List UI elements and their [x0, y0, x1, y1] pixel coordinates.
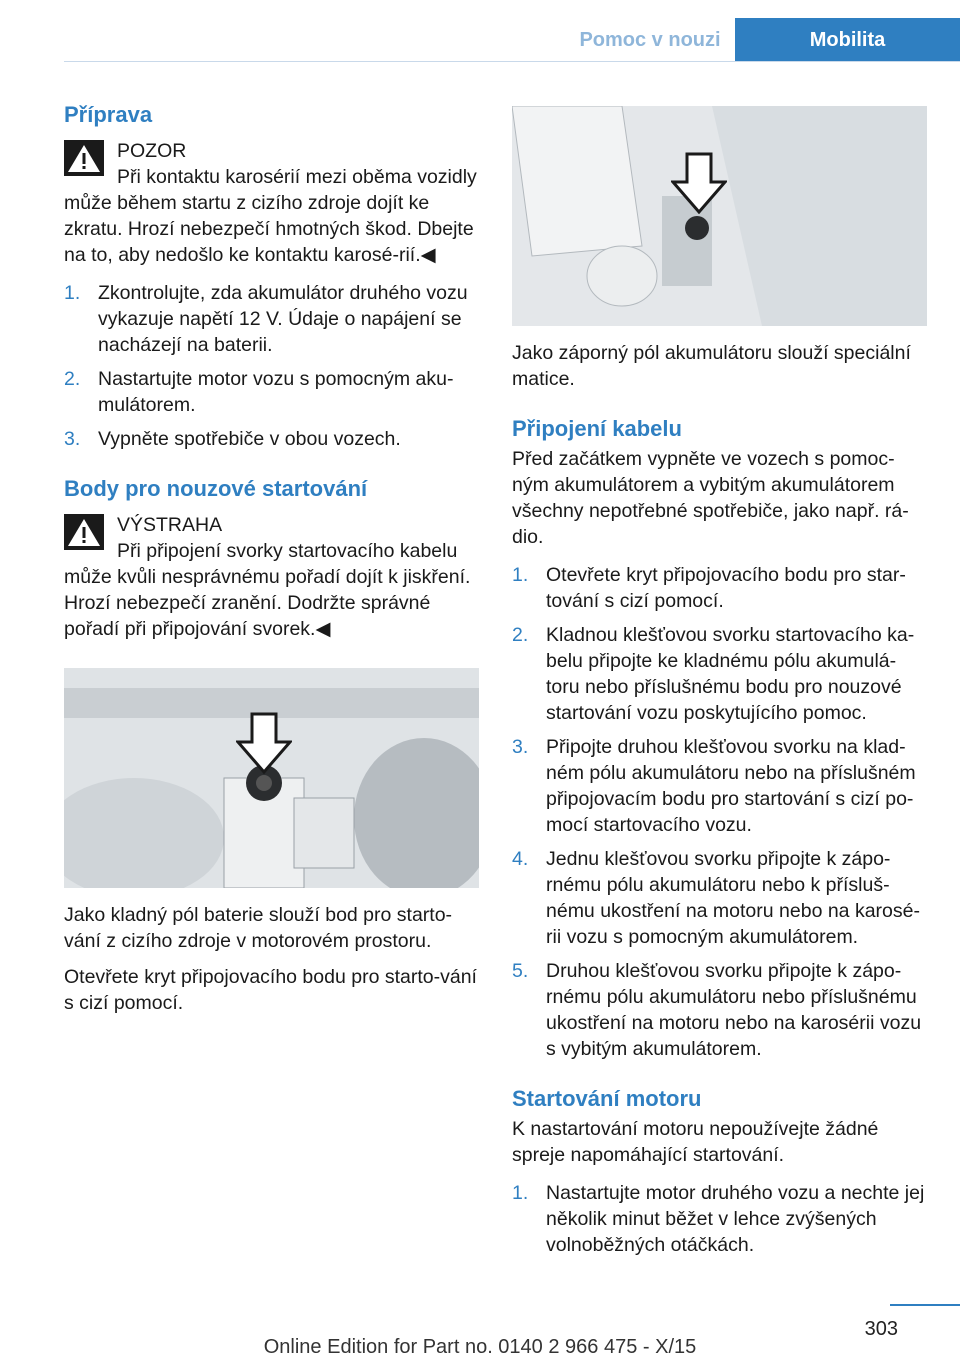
steps-list-pripojeni [512, 562, 927, 1062]
list-item [512, 622, 927, 726]
warning-text: Při připojení svorky startovacího kabelu může kvůli nesprávnému pořadí dojít k jiskření. Hrozí nebezpečí zranění. Dodržte správné pořadí při připojování svorek.◀ [64, 540, 471, 640]
photo-positive-terminal [64, 668, 479, 888]
list-item [512, 846, 927, 950]
list-number: 1. [64, 282, 81, 304]
footer-divider [890, 1304, 960, 1306]
header-tabs [565, 18, 960, 62]
page-number: 303 [864, 1318, 898, 1340]
section-title-priprava: Příprava [64, 102, 153, 127]
warning-triangle-icon [64, 140, 104, 176]
list-text: Připojte druhou klešťovou svorku na klad‐ném pólu akumulátoru nebo na příslušném připojovacím bodu pro startování s cizí po‐mocí startovacího vozu. [546, 736, 916, 836]
steps-list-startovani [512, 1180, 927, 1258]
list-number: 4. [512, 848, 529, 870]
right-column [512, 106, 927, 1266]
warning-text: Při kontaktu karosérií mezi oběma vozidly může během startu z cizího zdroje dojít ke zkratu. Hrozí nebezpečí hmotných škod. Dbejte na to, aby nedošlo ke kontaktu karosé‐rií.◀ [64, 166, 477, 266]
steps-list-priprava [64, 280, 479, 452]
list-item [64, 366, 479, 418]
left-column [64, 100, 479, 1016]
photo-negative-terminal [512, 106, 927, 326]
down-arrow-icon [236, 712, 292, 774]
list-text: Vypněte spotřebiče v obou vozech. [98, 428, 401, 450]
footer-edition: Online Edition for Part no. 0140 2 966 475 - X/15 [263, 1336, 697, 1358]
warning-triangle-icon [64, 514, 104, 550]
list-text: Otevřete kryt připojovacího bodu pro star‐tování s cizí pomocí. [546, 564, 906, 612]
warning-label: POZOR [117, 140, 187, 162]
section-title-body-pro-nouzove-startovani: Body pro nouzové startování [64, 476, 368, 501]
warning-block-vystraha [64, 512, 479, 642]
list-item [512, 734, 927, 838]
warning-label: VÝSTRAHA [117, 514, 223, 536]
list-text: Nastartujte motor vozu s pomocným aku‐mulátorem. [98, 368, 454, 416]
list-text: Druhou klešťovou svorku připojte k zápo‐rnému pólu akumulátoru nebo příslušnému ukostření na motoru nebo na karosérii vozu s vybitým akumulátorem. [546, 960, 922, 1060]
list-text: Kladnou klešťovou svorku startovacího ka‐belu připojte ke kladnému pólu akumulá‐toru nebo příslušnému bodu pro nouzové startování vozu poskytujícího pomoc. [546, 624, 915, 724]
list-number: 5. [512, 960, 529, 982]
list-item [64, 426, 479, 452]
section-title-pripojeni-kabelu: Připojení kabelu [512, 416, 682, 441]
engine-bay-illustration [64, 668, 479, 888]
paragraph: Otevřete kryt připojovacího bodu pro starto‐vání s cizí pomocí. [64, 966, 477, 1014]
engine-detail-illustration [512, 106, 927, 326]
photo-caption: Jako záporný pól akumulátoru slouží speciální matice. [512, 342, 911, 390]
section-title-startovani-motoru: Startování motoru [512, 1086, 702, 1111]
list-item [64, 280, 479, 358]
list-number: 2. [512, 624, 529, 646]
list-text: Zkontrolujte, zda akumulátor druhého vozu vykazuje napětí 12 V. Údaje o napájení se nacházejí na baterii. [98, 282, 468, 356]
paragraph: K nastartování motoru nepoužívejte žádné spreje napomáhající startování. [512, 1118, 879, 1166]
list-number: 3. [512, 736, 529, 758]
down-arrow-icon [671, 152, 727, 214]
photo-caption: Jako kladný pól baterie slouží bod pro starto‐vání z cizího zdroje v motorovém prostoru. [64, 904, 453, 952]
warning-block-pozor [64, 138, 479, 268]
list-item [512, 1180, 927, 1258]
list-number: 3. [64, 428, 81, 450]
list-number: 1. [512, 1182, 529, 1204]
tab-pomoc-v-nouzi[interactable]: Pomoc v nouzi [579, 28, 721, 51]
list-text: Jednu klešťovou svorku připojte k zápo‐rnému pólu akumulátoru nebo k přísluš‐nému ukostření na motoru nebo na karosé‐rii vozu s pomocným akumulátorem. [546, 848, 920, 948]
header-divider [64, 61, 960, 62]
list-item [512, 562, 927, 614]
list-number: 2. [64, 368, 81, 390]
tab-mobilita[interactable]: Mobilita [735, 18, 960, 62]
list-text: Nastartujte motor druhého vozu a nechte jej několik minut běžet v lehce zvýšených volnoběžných otáčkách. [546, 1182, 925, 1256]
list-item [512, 958, 927, 1062]
list-number: 1. [512, 564, 529, 586]
paragraph: Před začátkem vypněte ve vozech s pomoc‐ným akumulátorem a vybitým akumulátorem všechny nepotřebné spotřebiče, jako např. rá‐dio. [512, 448, 909, 548]
